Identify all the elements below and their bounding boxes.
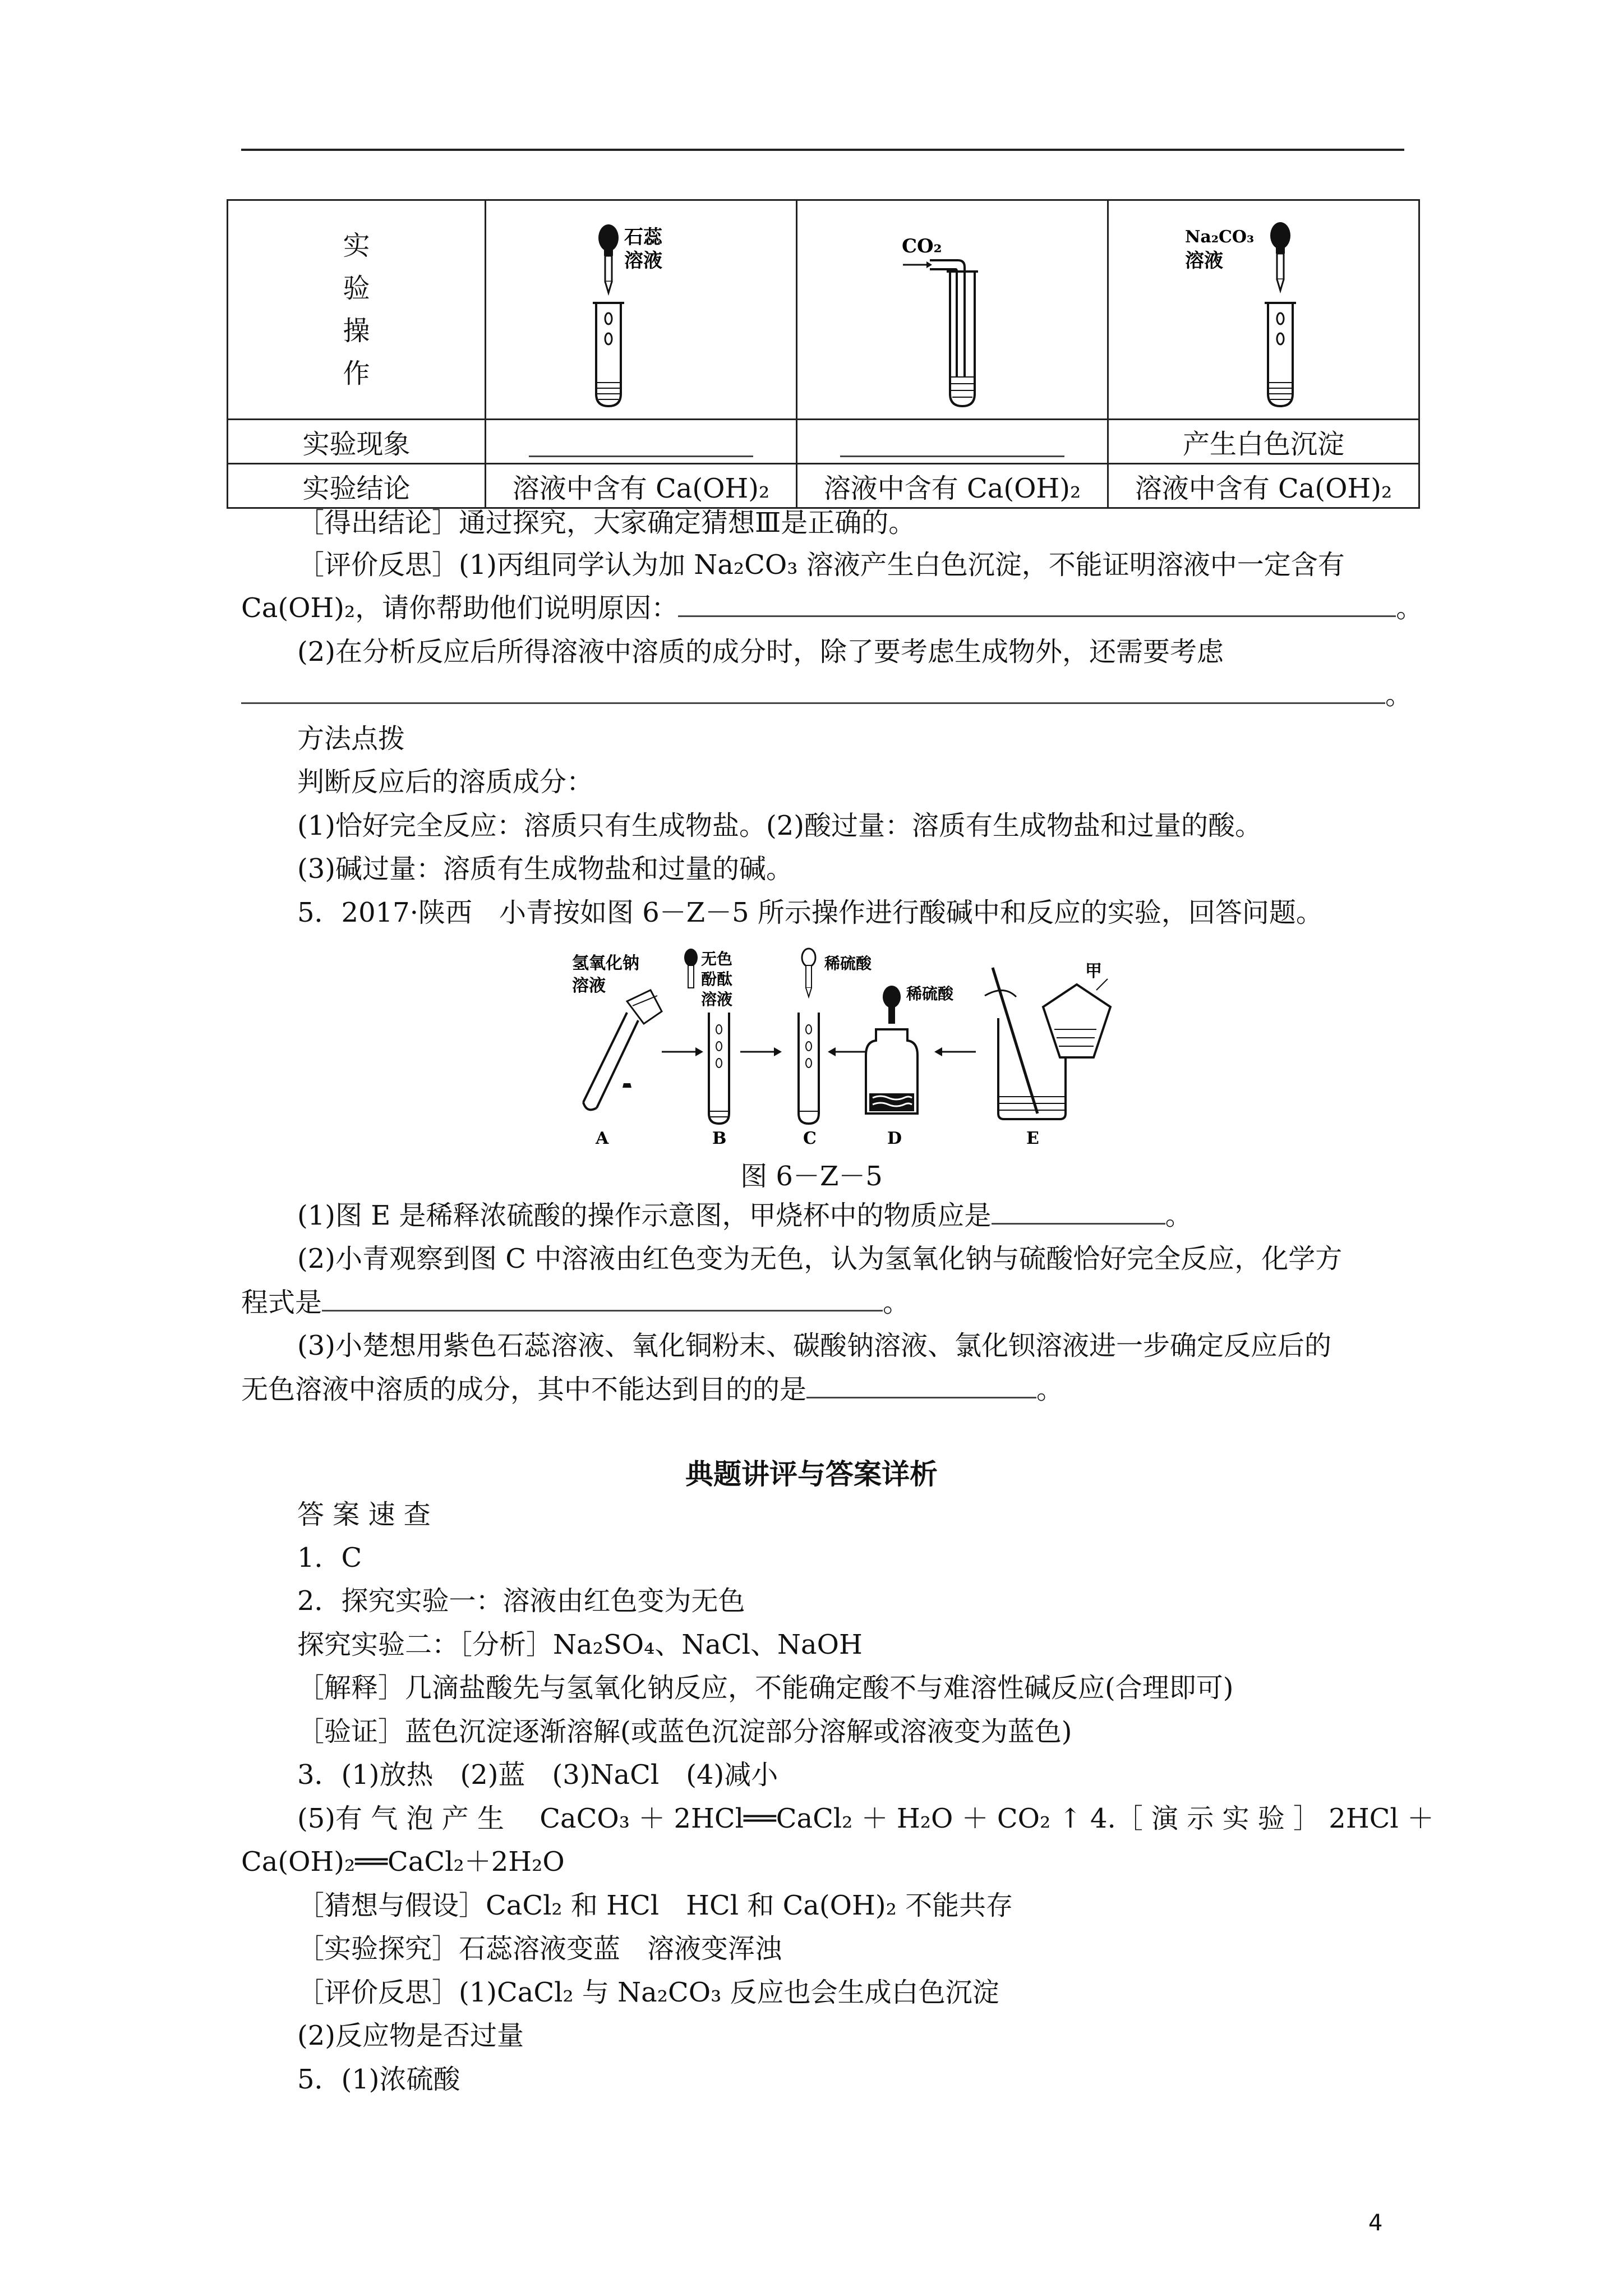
- answer-line: ［猜想与假设］CaCl₂ 和 HCl HCl 和 Ca(OH)₂ 不能共存: [297, 1890, 1013, 1921]
- text-fragment: 。: [1165, 1200, 1192, 1231]
- page-number: 4: [1368, 2210, 1383, 2236]
- text-line: (2)在分析反应后所得溶液中溶质的成分时，除了要考虑生成物外，还需要考虑: [297, 636, 1224, 668]
- operation-litmus: [486, 200, 797, 420]
- question-5-2: (2)小青观察到图 C 中溶液由红色变为无色，认为氢氧化钠与硫酸恰好完全反应，化学方: [297, 1243, 1343, 1274]
- dropper-tube-illustration: [1174, 209, 1353, 411]
- conclusion-row: [228, 464, 1419, 508]
- operation-row: [228, 200, 1419, 420]
- text-fragment: 。: [1036, 1374, 1064, 1405]
- phenomenon-row: [228, 420, 1419, 464]
- figure-label: 溶液: [701, 990, 733, 1009]
- reagent-label: 石蕊: [624, 226, 662, 249]
- label-char: 实: [343, 230, 370, 261]
- text-fragment: 。: [1385, 679, 1413, 711]
- operation-na2co3: [1108, 200, 1419, 420]
- answer-blank[interactable]: [322, 1285, 883, 1312]
- reagent-label: 溶液: [624, 250, 662, 272]
- section-title: 典题讲评与答案详析: [685, 1457, 938, 1490]
- conclusion-1: 溶液中含有 Ca(OH)₂: [486, 464, 797, 508]
- reagent-label: 溶液: [1185, 250, 1223, 272]
- reagent-label: Na₂CO₃: [1185, 227, 1255, 247]
- text-line: 判断反应后的溶质成分：: [297, 766, 594, 798]
- dropper-icon: [802, 949, 815, 997]
- answer-line: 探究实验二：［分析］Na₂SO₄、NaCl、NaOH: [297, 1629, 863, 1660]
- conclusion-2: 溶液中含有 Ca(OH)₂: [797, 464, 1108, 508]
- figure-label: C: [803, 1129, 817, 1147]
- answer-line: (2)反应物是否过量: [297, 2020, 524, 2051]
- answer-line: 5．(1)浓硫酸: [297, 2064, 460, 2095]
- answer-blank[interactable]: [678, 591, 1396, 617]
- text-fragment: Ca(OH)₂，请你帮助他们说明原因：: [241, 592, 679, 624]
- answer-line: Ca(OH)₂══CaCl₂＋2H₂O: [241, 1846, 565, 1878]
- answer-line: 1．C: [297, 1542, 362, 1573]
- label-char: 作: [343, 358, 370, 389]
- text-fragment: 。: [1396, 592, 1423, 624]
- text-line: 方法点拨: [297, 723, 405, 754]
- label-char: 操: [343, 315, 370, 347]
- answer-blank[interactable]: [806, 1372, 1036, 1398]
- question-5: 5．2017·陕西 小青按如图 6－Z－5 所示操作进行酸碱中和反应的实验，回答问题。: [297, 897, 1323, 928]
- conclusion-3: 溶液中含有 Ca(OH)₂: [1108, 464, 1419, 508]
- gas-label: CO₂: [902, 235, 942, 257]
- answer-blank[interactable]: [241, 678, 1385, 704]
- answer-line: 3．(1)放热 (2)蓝 (3)NaCl (4)减小: [297, 1759, 778, 1791]
- figure-label: E: [1026, 1129, 1039, 1147]
- answer-line: ［验证］蓝色沉淀逐渐溶解(或蓝色沉淀部分溶解或溶液变为蓝色): [297, 1716, 1072, 1747]
- figure-label: B: [712, 1129, 727, 1147]
- text-fragment: (1)图 E 是稀释浓硫酸的操作示意图，甲烧杯中的物质应是: [297, 1200, 992, 1231]
- gas-tube-illustration: [868, 209, 1036, 411]
- figure-label: 稀硫酸: [824, 954, 872, 973]
- question-5-1: [297, 1198, 1192, 1234]
- answer-line: (5)有 气 泡 产 生 CaCO₃ ＋ 2HCl══CaCl₂ ＋ H₂O ＋ CO₂ ↑ 4.［ 演 示 实 验 ］ 2HCl ＋: [297, 1803, 1435, 1834]
- text-line: (1)恰好完全反应：溶质只有生成物盐。(2)酸过量：溶质有生成物盐和过量的酸。: [297, 810, 1262, 841]
- text-line: [241, 590, 1423, 626]
- answer-line: ［评价反思］(1)CaCl₂ 与 Na₂CO₃ 反应也会生成白色沉淀: [297, 1977, 999, 2008]
- figure-label: D: [887, 1129, 902, 1147]
- answer-line: 2．探究实验一：溶液由红色变为无色: [297, 1585, 745, 1617]
- text-line: [241, 677, 1412, 713]
- operation-label: [228, 200, 486, 420]
- text-fragment: 程式是: [241, 1287, 322, 1318]
- phenomenon-3: 产生白色沉淀: [1108, 420, 1419, 464]
- answer-line: ［实验探究］石蕊溶液变蓝 溶液变浑浊: [297, 1933, 782, 1964]
- figure-label: 稀硫酸: [906, 984, 954, 1003]
- phenomenon-label: 实验现象: [228, 420, 486, 464]
- text-line: (3)碱过量：溶质有生成物盐和过量的碱。: [297, 853, 793, 885]
- figure-caption: 图 6－Z－5: [740, 1161, 883, 1192]
- text-line: ［评价反思］(1)丙组同学认为加 Na₂CO₃ 溶液产生白色沉淀，不能证明溶液中一定含有: [297, 549, 1345, 581]
- question-5-3: (3)小楚想用紫色石蕊溶液、氧化铜粉末、碳酸钠溶液、氯化钡溶液进一步确定反应后的: [297, 1330, 1331, 1361]
- phenomenon-blank-1[interactable]: [486, 420, 797, 464]
- bottle-icon: [627, 990, 662, 1024]
- dropper-icon: [883, 986, 901, 1024]
- figure-label: 酚酞: [701, 970, 733, 988]
- figure-6-z-5: [561, 945, 1122, 1147]
- answer-heading: 答 案 速 查: [297, 1499, 431, 1530]
- answer-line: ［解释］几滴盐酸先与氢氧化钠反应，不能确定酸不与难溶性碱反应(合理即可): [297, 1672, 1234, 1704]
- experiment-table: [227, 199, 1420, 509]
- label-char: 验: [343, 273, 370, 304]
- header-rule: [241, 149, 1404, 151]
- figure-label: 氢氧化钠: [572, 954, 639, 973]
- text-line: ［得出结论］通过探究，大家确定猜想Ⅲ是正确的。: [297, 507, 916, 539]
- figure-label: 甲: [1085, 961, 1102, 981]
- dropper-icon: [684, 949, 698, 988]
- conclusion-label: 实验结论: [228, 464, 486, 508]
- figure-label: 无色: [701, 950, 733, 968]
- text-line: [241, 1285, 910, 1320]
- dropper-tube-illustration: [557, 209, 725, 411]
- answer-blank[interactable]: [992, 1198, 1165, 1225]
- text-fragment: 无色溶液中溶质的成分，其中不能达到目的的是: [241, 1374, 807, 1405]
- text-line: [241, 1372, 1063, 1407]
- figure-label: A: [596, 1129, 609, 1147]
- figure-label: 溶液: [572, 976, 606, 996]
- phenomenon-blank-2[interactable]: [797, 420, 1108, 464]
- operation-co2: [797, 200, 1108, 420]
- text-fragment: 。: [883, 1287, 910, 1318]
